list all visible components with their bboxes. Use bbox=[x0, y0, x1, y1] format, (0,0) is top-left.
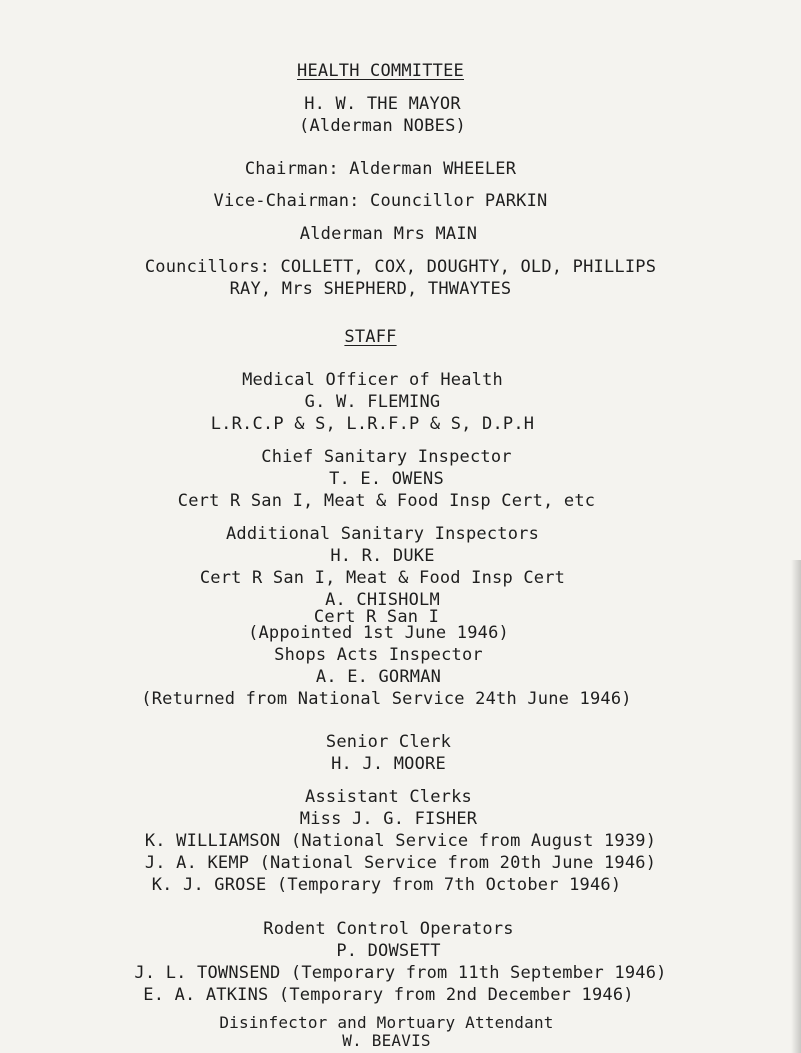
rodent-operator-name: P. DOWSETT bbox=[336, 941, 441, 961]
additional-inspector-2-quals: Cert R San I bbox=[313, 607, 440, 627]
staff-heading: STAFF bbox=[344, 327, 397, 347]
vice-chairman-line: Vice-Chairman: Councillor PARKIN bbox=[213, 191, 548, 211]
mayor-line: H. W. THE MAYOR bbox=[304, 94, 461, 114]
chief-inspector-role: Chief Sanitary Inspector bbox=[261, 447, 512, 467]
medical-officer-name: G. W. FLEMING bbox=[304, 392, 441, 412]
medical-officer-quals: L.R.C.P & S, L.R.F.P & S, D.P.H bbox=[210, 414, 535, 434]
senior-clerk-name: H. J. MOORE bbox=[331, 754, 446, 774]
additional-inspector-2-name: A. CHISHOLM bbox=[325, 590, 440, 610]
councillors-line-1: Councillors: COLLETT, COX, DOUGHTY, OLD, PHILLIPS bbox=[144, 257, 657, 277]
councillors-line-2: RAY, Mrs SHEPHERD, THWAYTES bbox=[229, 279, 512, 299]
page-title: HEALTH COMMITTEE bbox=[297, 61, 464, 81]
assistant-clerk-name: Miss J. G. FISHER bbox=[299, 809, 478, 829]
rodent-operator-name: J. L. TOWNSEND (Temporary from 11th September 1946) bbox=[134, 963, 667, 983]
shops-acts-role: Shops Acts Inspector bbox=[274, 645, 483, 665]
medical-officer-role: Medical Officer of Health bbox=[242, 370, 503, 390]
chairman-line: Chairman: Alderman WHEELER bbox=[244, 159, 517, 179]
assistant-clerk-name: J. A. KEMP (National Service from 20th June 1946) bbox=[144, 853, 657, 873]
assistant-clerk-name: K. J. GROSE (Temporary from 7th October 1946) bbox=[151, 875, 622, 895]
chief-inspector-quals: Cert R San I, Meat & Food Insp Cert, etc bbox=[177, 491, 596, 511]
rodent-operator-name: E. A. ATKINS (Temporary from 2nd December 1946) bbox=[143, 985, 634, 1005]
scan-edge-shadow bbox=[791, 560, 801, 1053]
mayor-alderman-line: (Alderman NOBES) bbox=[299, 116, 466, 136]
assistant-clerks-role: Assistant Clerks bbox=[305, 787, 472, 807]
chief-inspector-name: T. E. OWENS bbox=[329, 469, 444, 489]
additional-inspector-1-name: H. R. DUKE bbox=[330, 546, 435, 566]
disinfector-role: Disinfector and Mortuary Attendant bbox=[219, 1013, 554, 1032]
shops-acts-name: A. E. GORMAN bbox=[315, 667, 442, 687]
shops-acts-note: (Returned from National Service 24th June 1946) bbox=[141, 689, 632, 709]
assistant-clerk-name: K. WILLIAMSON (National Service from August 1939) bbox=[144, 831, 657, 851]
senior-clerk-role: Senior Clerk bbox=[325, 732, 452, 752]
additional-inspector-1-quals: Cert R San I, Meat & Food Insp Cert bbox=[199, 568, 566, 588]
additional-inspectors-role: Additional Sanitary Inspectors bbox=[225, 524, 540, 544]
additional-inspector-2-note: (Appointed 1st June 1946) bbox=[248, 623, 509, 643]
rodent-control-role: Rodent Control Operators bbox=[263, 919, 514, 939]
disinfector-name: W. BEAVIS bbox=[342, 1031, 431, 1050]
alderman-line: Alderman Mrs MAIN bbox=[299, 224, 478, 244]
